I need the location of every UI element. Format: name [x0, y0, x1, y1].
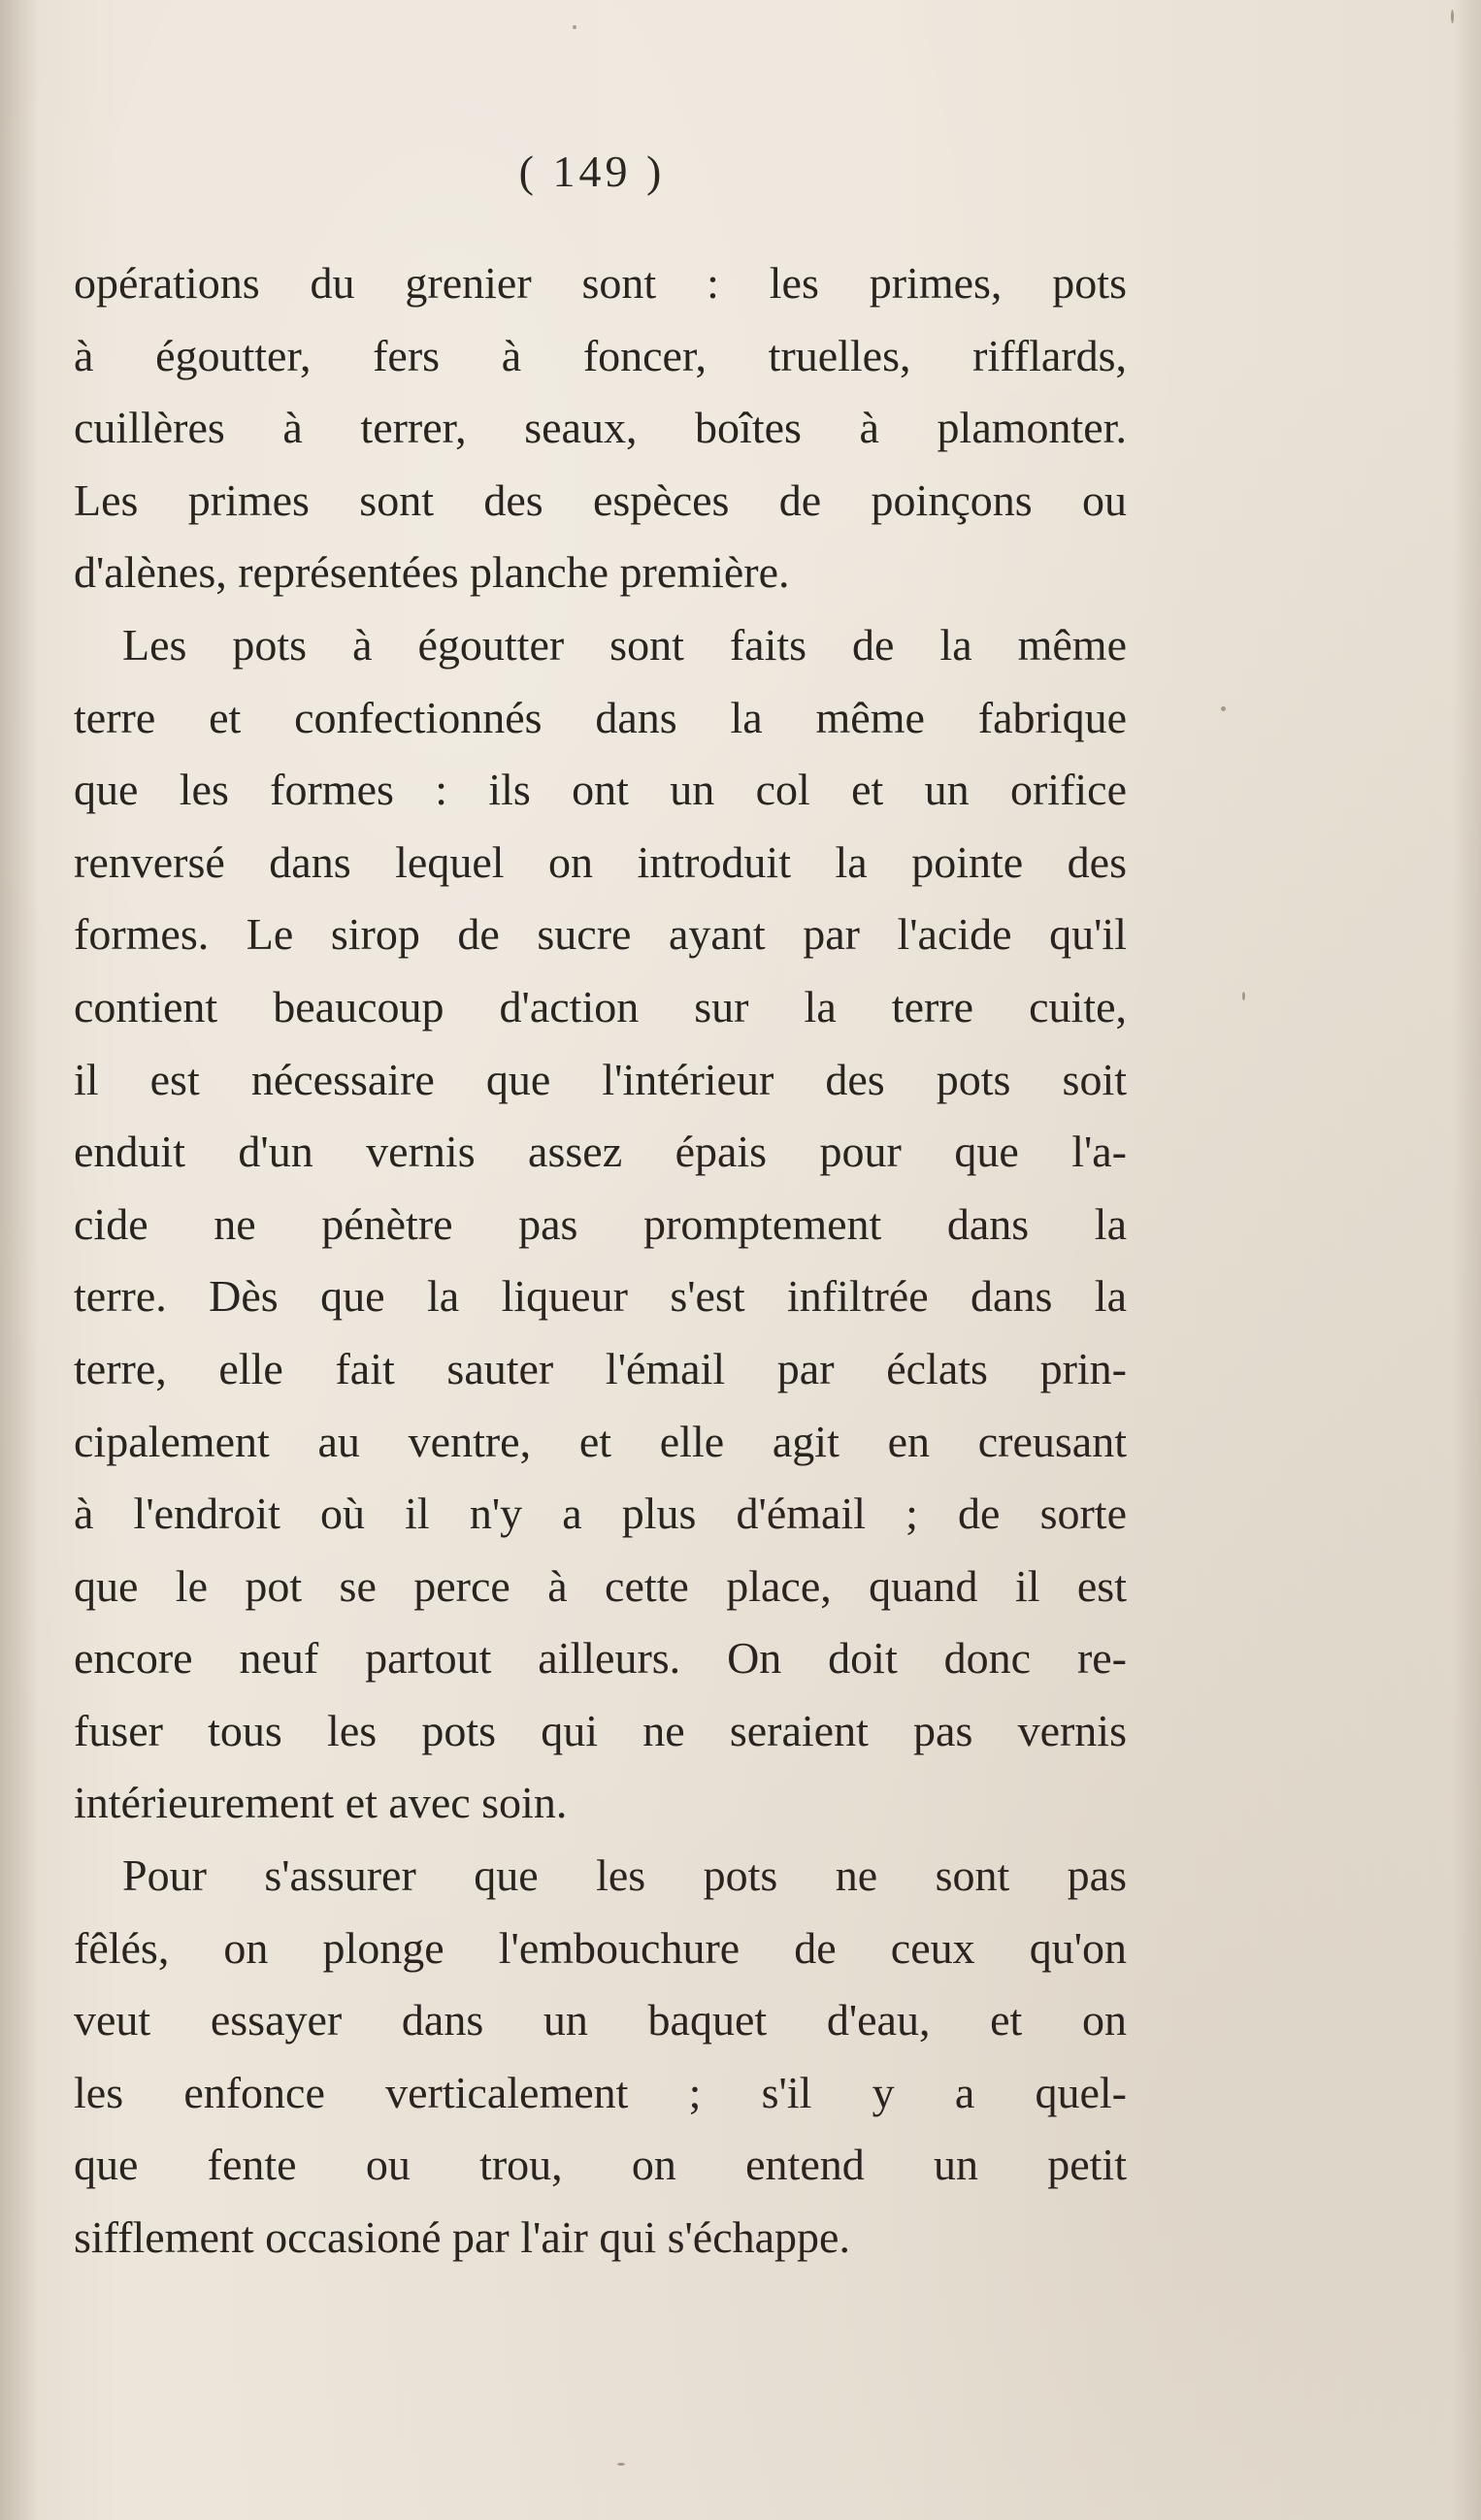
text-line: Pour s'assurer que les pots ne sont pas: [122, 1850, 1127, 1901]
paper-speck: [617, 2463, 625, 2466]
text-line: que le pot se perce à cette place, quand il est: [74, 1560, 1127, 1611]
text-line: encore neuf partout ailleurs. On doit donc re-: [74, 1633, 1127, 1684]
text-line: que fente ou trou, on entend un petit: [74, 2140, 1127, 2190]
body-text: [74, 247, 1127, 2275]
text-line: terre et confectionnés dans la même fabrique: [74, 692, 1127, 742]
text-line: intérieurement et avec soin.: [74, 1778, 568, 1828]
text-line: opérations du grenier sont : les primes, pots: [74, 258, 1127, 308]
text-line: fuser tous les pots qui ne seraient pas vernis: [74, 1705, 1127, 1755]
text-line: les enfonce verticalement ; s'il y a quel-: [74, 2067, 1127, 2117]
text-line: enduit d'un vernis assez épais pour que l'a-: [74, 1127, 1127, 1177]
page-number: ( 149 ): [518, 147, 666, 196]
text-line: formes. Le sirop de sucre ayant par l'acide qu'il: [74, 909, 1127, 960]
paper-speck: [573, 25, 576, 29]
text-line: cide ne pénètre pas promptement dans la: [74, 1198, 1127, 1249]
text-line: veut essayer dans un baquet d'eau, et on: [74, 1995, 1127, 2045]
text-line: à égoutter, fers à foncer, truelles, rifflards,: [74, 330, 1127, 380]
paper-speck: [1242, 992, 1245, 1000]
text-line: contient beaucoup d'action sur la terre cuite,: [74, 981, 1127, 1031]
text-line: Les pots à égoutter sont faits de la même: [122, 619, 1127, 670]
text-line: cipalement au ventre, et elle agit en creusant: [74, 1416, 1127, 1466]
page-gutter-shadow: [0, 0, 39, 2520]
text-line: renversé dans lequel on introduit la pointe des: [74, 836, 1127, 887]
text-line: d'alènes, représentées planche première.: [74, 547, 790, 598]
paper-speck: [1221, 706, 1226, 711]
text-line: terre, elle fait sauter l'émail par éclats prin-: [74, 1343, 1127, 1393]
text-line: il est nécessaire que l'intérieur des pots soit: [74, 1054, 1127, 1104]
text-line: que les formes : ils ont un col et un orifice: [74, 765, 1127, 815]
text-line: Les primes sont des espèces de poinçons ou: [74, 475, 1127, 525]
text-line: sifflement occasioné par l'air qui s'échappe.: [74, 2212, 850, 2263]
text-line: cuillères à terrer, seaux, boîtes à plamonter.: [74, 403, 1127, 453]
page-edge-shadow: [1452, 0, 1481, 2520]
text-line: terre. Dès que la liqueur s'est infiltrée dans la: [74, 1271, 1127, 1322]
paper-speck: [1451, 10, 1454, 23]
text-line: à l'endroit où il n'y a plus d'émail ; de sorte: [74, 1489, 1127, 1539]
text-line: fêlés, on plonge l'embouchure de ceux qu'on: [74, 1922, 1127, 1973]
